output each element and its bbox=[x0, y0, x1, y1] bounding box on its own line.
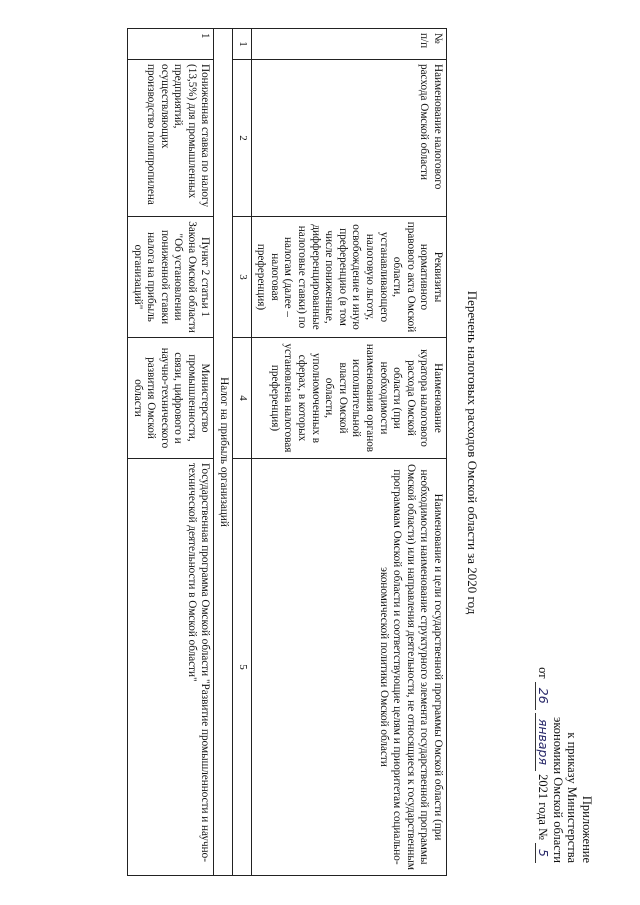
handwritten-day: 26 bbox=[536, 682, 552, 710]
header-curator: Наименование куратора налогового расхода Омской области (при необходимости наименования органов исполнительной власти Омской области, уполномоченных в сферах, в которых установлена налоговая преференция) bbox=[251, 338, 446, 459]
header-num: № п/п bbox=[251, 29, 446, 60]
index-cell: 5 bbox=[233, 459, 252, 876]
appendix-date-line bbox=[536, 667, 551, 863]
index-cell: 3 bbox=[233, 217, 252, 338]
handwritten-number: 5 bbox=[536, 843, 552, 863]
header-name: Наименование налогового расхода Омской области bbox=[251, 60, 446, 217]
index-cell: 2 bbox=[233, 60, 252, 217]
table-header-row bbox=[251, 29, 446, 876]
row-program: Государственная программа Омской области "Развитие промышленности и научно-технической деятельности в Омской области" bbox=[127, 459, 214, 876]
index-cell: 4 bbox=[233, 338, 252, 459]
header-program: Наименование и цели государственной программы Омской области (при необходимости наименование структурного элемента государственной программы Омской области) или направления деятельности, не относящиеся к государственным программам Омской области и соответствующие целям и приоритетам социально-экономической политики Омской области bbox=[251, 459, 446, 876]
appendix-line-3: экономики Омской области bbox=[551, 716, 565, 863]
row-curator: Министерство промышленности, связи, цифрового и научно-технического развития Омской области bbox=[127, 338, 214, 459]
appendix-line-1: Приложение bbox=[580, 795, 594, 863]
header-requisites: Реквизиты нормативного правового акта Омской области, устанавливающего налоговую льготу, освобождение и иную преференцию (в том числе пониженные, дифференцированные налоговые ставки) по налогам (далее – налоговая преференция) bbox=[251, 217, 446, 338]
date-prefix: от bbox=[536, 667, 551, 679]
handwritten-month: января bbox=[536, 713, 552, 771]
document-title: Перечень налоговых расходов Омской области за 2020 год bbox=[465, 290, 480, 615]
appendix-block bbox=[536, 667, 594, 863]
row-requisites: Пункт 2 статьи 1 Закона Омской области "Об установлении пониженной ставки налога на прибыль организаций" bbox=[127, 217, 214, 338]
row-num: 1 bbox=[127, 29, 214, 60]
date-year: 2021 года № bbox=[536, 774, 551, 840]
column-index-row bbox=[233, 29, 252, 876]
tax-expenditures-table bbox=[127, 28, 447, 876]
index-cell: 1 bbox=[233, 29, 252, 60]
table-row bbox=[127, 29, 214, 876]
section-row bbox=[214, 29, 233, 876]
row-name: Пониженная ставка по налогу (13,5%) для промышленных предприятий, осуществляющих производство полипропилена bbox=[127, 60, 214, 217]
section-title: Налог на прибыль организаций bbox=[214, 29, 233, 876]
appendix-line-2: к приказу Министерства bbox=[565, 732, 580, 863]
